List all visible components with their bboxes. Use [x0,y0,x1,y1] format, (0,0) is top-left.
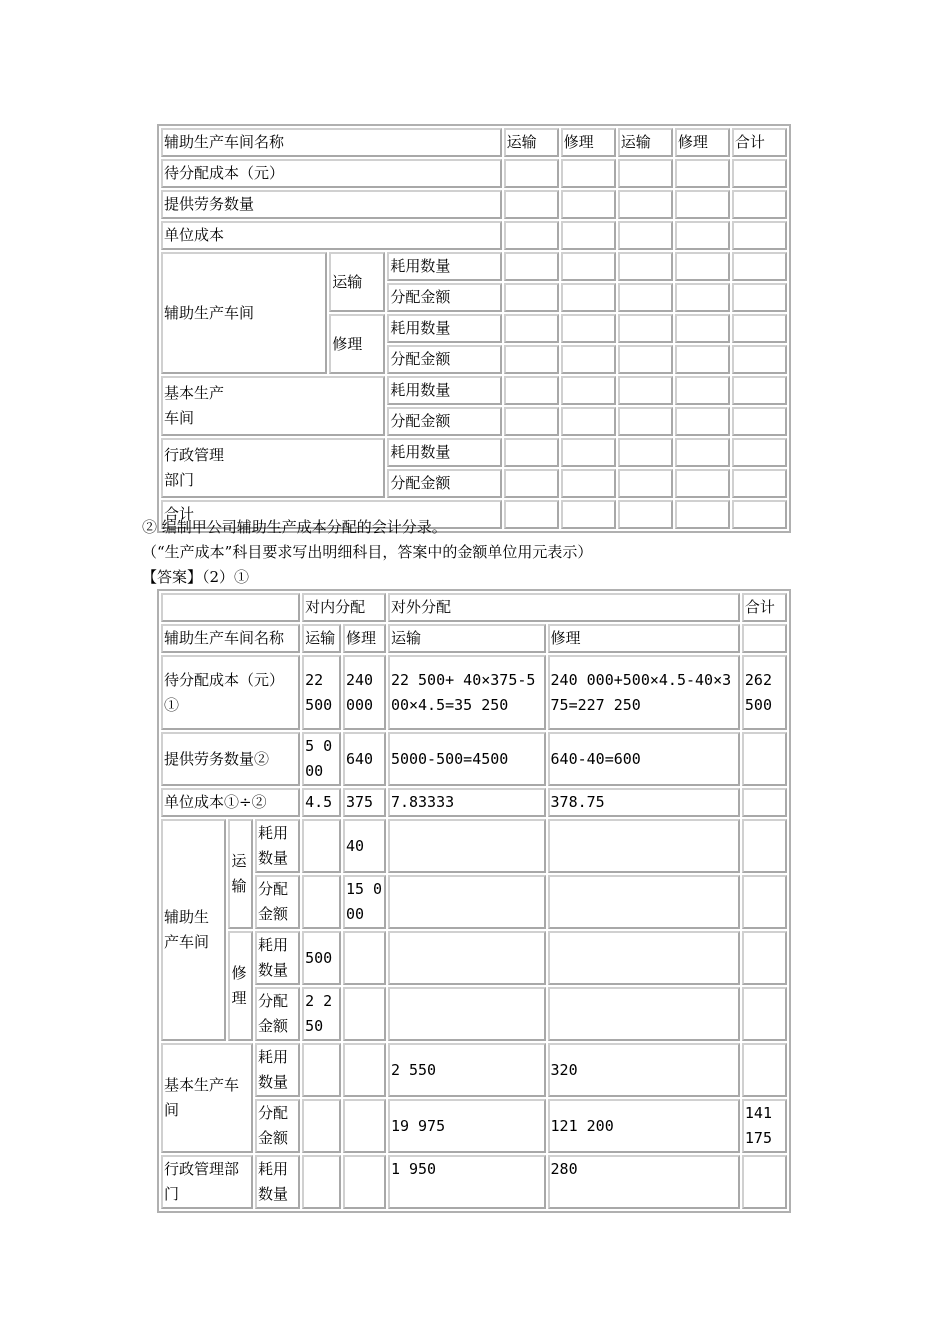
value-cell: 500 [302,931,341,985]
row-label: 行政管理部门 [161,1155,253,1209]
value-cell: 375 [343,788,386,817]
table-row [161,819,787,873]
value-cell: 280 [548,1155,740,1209]
row-label: 耗用数量 [255,931,300,985]
value-cell: 2 550 [388,1043,546,1097]
row-label: 单位成本①÷② [161,788,300,817]
value-cell: 141 175 [742,1099,787,1153]
value-cell: 22 500 [302,655,341,730]
allocation-answer-table [157,589,791,1213]
row-label: 提供劳务数量② [161,732,300,786]
value-cell: 4.5 [302,788,341,817]
row-label: 待分配成本（元） [161,159,502,188]
table-row [161,438,787,467]
question-item2: ② 编制甲公司辅助生产成本分配的会计分录。 [142,518,447,536]
table-row [161,1099,787,1153]
row-label: 分配金额 [255,987,300,1041]
header-cell: 合计 [732,128,787,157]
value-cell: 15 000 [343,875,386,929]
row-label: 耗用数量 [387,314,501,343]
admin-dept-line2: 部门 [164,471,195,489]
table-row [161,655,787,730]
row-label: 修理 [329,314,385,374]
table-row [161,931,787,985]
row-label: 合计 [161,500,502,529]
row-label: 耗用数量 [387,252,501,281]
value-cell: 5000-500=4500 [388,732,546,786]
header-cell: 运输 [618,128,673,157]
table-row [161,1043,787,1097]
value-cell: 7.83333 [388,788,546,817]
row-label: 分配金额 [255,1099,300,1153]
table-row [161,252,787,281]
row-label: 分配金额 [387,345,501,374]
header-cell: 运输 [302,624,341,653]
value-cell: 121 200 [548,1099,740,1153]
header-cell: 辅助生产车间名称 [161,128,502,157]
value-cell: 640-40=600 [548,732,740,786]
table-row [161,128,787,157]
header-cell: 运输 [388,624,546,653]
value-cell: 40 [343,819,386,873]
value-cell: 640 [343,732,386,786]
row-label: 基本生产车间 [161,1043,253,1153]
answer-heading: 【答案】（2）① [142,568,250,586]
row-label: 分配金额 [387,283,501,312]
header-internal: 对内分配 [302,593,386,622]
table-row [161,376,787,405]
row-label: 运输 [228,819,253,929]
value-cell: 240 000+500×4.5-40×375=227 250 [548,655,740,730]
row-label: 分配金额 [255,875,300,929]
value-cell: 262 500 [742,655,787,730]
row-label: 提供劳务数量 [161,190,502,219]
question-note: （“生产成本”科目要求写出明细科目，答案中的金额单位用元表示） [142,543,593,561]
row-label: 耗用数量 [255,1043,300,1097]
header-cell: 修理 [548,624,740,653]
admin-dept-line1: 行政管理 [164,446,225,464]
table-row [161,875,787,929]
row-label: 辅助生产车间 [161,252,327,374]
header-cell: 运输 [504,128,559,157]
row-label: 辅助生产车间名称 [161,624,300,653]
row-label: 耗用数量 [255,1155,300,1209]
table-row [161,190,787,219]
row-label: 辅助生产车间 [161,819,226,1041]
row-label: 运输 [329,252,385,312]
table-row [161,624,787,653]
row-label: 待分配成本（元）① [161,655,300,730]
basic-workshop-line2: 车间 [164,409,195,427]
table-row [161,1155,787,1209]
row-label: 耗用数量 [387,376,501,405]
value-cell: 22 500+ 40×375-500×4.5=35 250 [388,655,546,730]
value-cell: 320 [548,1043,740,1097]
header-cell: 修理 [343,624,386,653]
allocation-template-table [157,124,791,533]
table-row [161,788,787,817]
basic-workshop-line1: 基本生产 [164,384,225,402]
row-label [161,376,385,436]
value-cell: 240 000 [343,655,386,730]
value-cell: 2 250 [302,987,341,1041]
value-cell: 1 950 [388,1155,546,1209]
table-row [161,221,787,250]
row-label: 分配金额 [387,407,501,436]
table-row [161,593,787,622]
header-external: 对外分配 [388,593,740,622]
row-label: 分配金额 [387,469,501,498]
value-cell: 378.75 [548,788,740,817]
value-cell: 5 000 [302,732,341,786]
row-label: 耗用数量 [387,438,501,467]
header-cell: 修理 [561,128,616,157]
table-row [161,987,787,1041]
value-cell: 19 975 [388,1099,546,1153]
header-total: 合计 [742,593,787,622]
table-row [161,732,787,786]
table-row [161,159,787,188]
header-cell: 修理 [675,128,730,157]
row-label: 修理 [228,931,253,1041]
row-label [161,438,385,498]
row-label: 单位成本 [161,221,502,250]
row-label: 耗用数量 [255,819,300,873]
